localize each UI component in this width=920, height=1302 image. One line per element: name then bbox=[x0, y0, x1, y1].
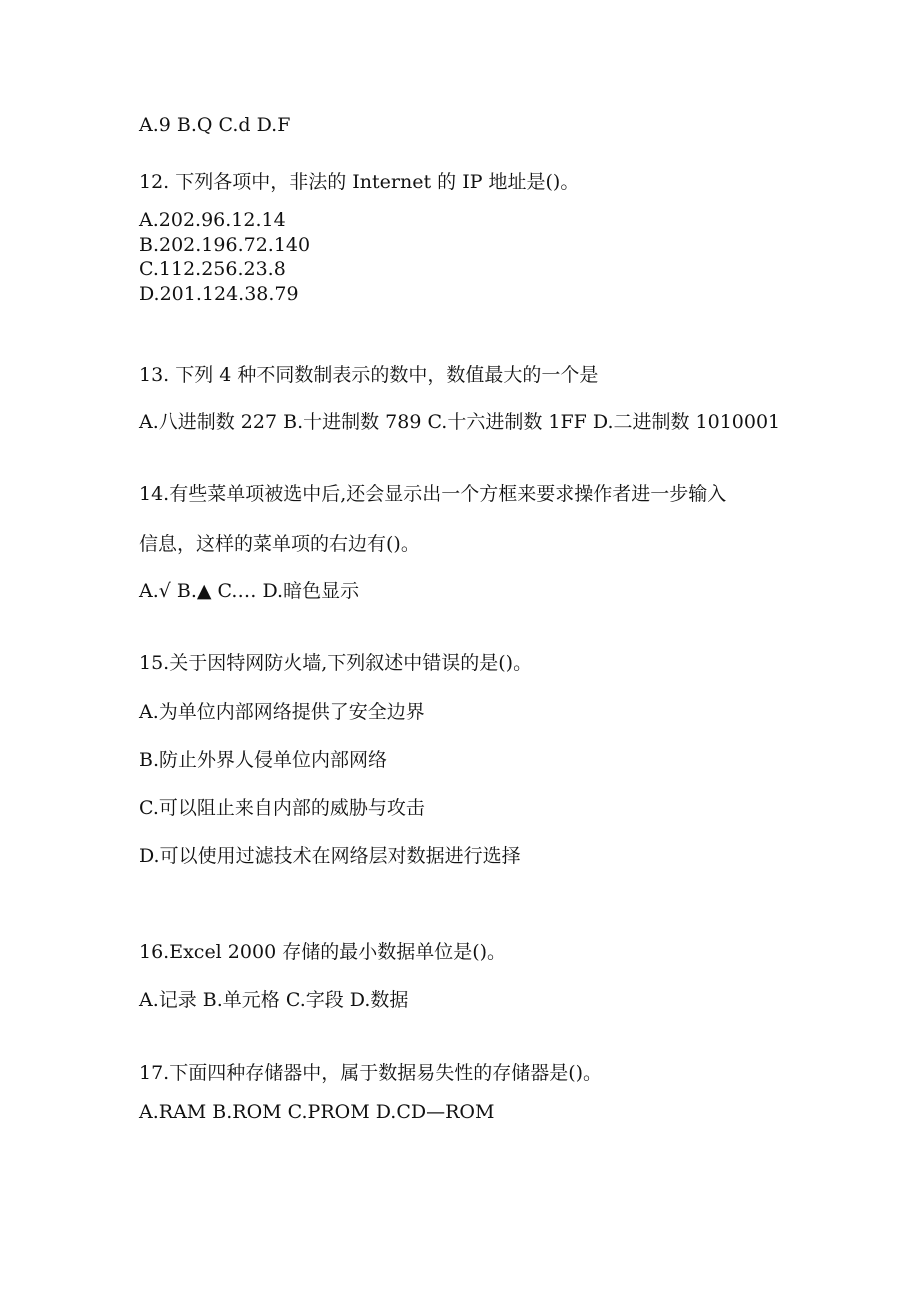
q12-option-b: B.202.196.72.140 bbox=[139, 234, 311, 256]
q14-question-line1: 14.有些菜单项被选中后,还会显示出一个方框来要求操作者进一步输入 bbox=[139, 483, 727, 505]
q13-options: A.八进制数 227 B.十进制数 789 C.十六进制数 1FF D.二进制数 1010001 bbox=[139, 411, 781, 433]
q16-options: A.记录 B.单元格 C.字段 D.数据 bbox=[139, 989, 409, 1011]
q12-option-a: A.202.96.12.14 bbox=[139, 209, 286, 231]
q14-question-line2: 信息，这样的菜单项的右边有()。 bbox=[139, 533, 420, 555]
q15-question: 15.关于因特网防火墙,下列叙述中错误的是()。 bbox=[139, 652, 533, 674]
q17-question: 17.下面四种存储器中，属于数据易失性的存储器是()。 bbox=[139, 1062, 603, 1084]
q12-question: 12. 下列各项中，非法的 Internet 的 IP 地址是()。 bbox=[139, 171, 580, 193]
q13-question: 13. 下列 4 种不同数制表示的数中，数值最大的一个是 bbox=[139, 364, 599, 386]
q14-options: A.√ B.▲ C.… D.暗色显示 bbox=[139, 580, 360, 602]
q12-option-c: C.112.256.23.8 bbox=[139, 258, 286, 280]
q16-question: 16.Excel 2000 存储的最小数据单位是()。 bbox=[139, 941, 507, 963]
q17-options: A.RAM B.ROM C.PROM D.CD—ROM bbox=[139, 1101, 495, 1123]
q15-option-c: C.可以阻止来自内部的威胁与攻击 bbox=[139, 797, 425, 819]
q12-option-d: D.201.124.38.79 bbox=[139, 283, 299, 305]
q15-option-b: B.防止外界人侵单位内部网络 bbox=[139, 749, 388, 771]
q11-options: A.9 B.Q C.d D.F bbox=[139, 114, 291, 136]
q15-option-a: A.为单位内部网络提供了安全边界 bbox=[139, 701, 425, 723]
q15-option-d: D.可以使用过滤技术在网络层对数据进行选择 bbox=[139, 845, 521, 867]
